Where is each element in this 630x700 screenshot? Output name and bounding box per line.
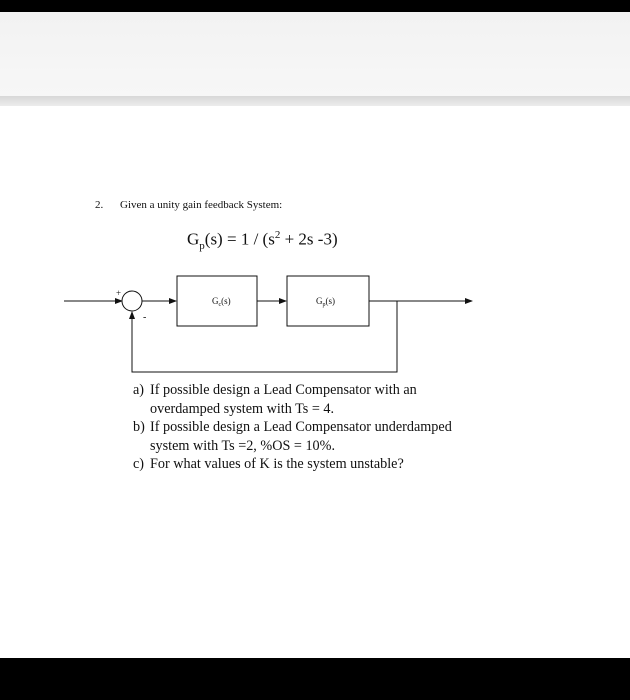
question-number: 2. [95,199,104,211]
question-part-b [133,418,452,455]
equation-rhs-exponent: 2 [274,229,281,241]
question-stem: Given a unity gain feedback System: [120,199,283,211]
summing-junction [122,291,142,311]
part-a-line-1: If possible design a Lead Compensator with an [150,382,417,398]
equation-rhs-suffix: + 2s -3) [280,229,338,249]
plant-arg: (s) [325,296,335,306]
plant-subscript: p [322,302,326,308]
plant-symbol: G [316,296,323,306]
controller-subscript: c [218,302,222,308]
part-b-line-1: If possible design a Lead Compensator underdamped [150,419,452,436]
controller-arg: (s) [221,296,231,306]
question-parts-list [133,381,452,474]
part-b-label: b) [133,419,145,436]
equation-lhs-subscript: p [199,240,205,253]
summing-minus-sign: - [143,312,147,323]
part-c-label: c) [133,456,145,473]
part-b-line-2: system with Ts =2, %OS = 10%. [150,437,336,454]
equation-rhs-prefix: = 1 / (s [222,229,275,249]
part-c-line-1: For what values of K is the system unstable? [150,456,404,473]
equation-lhs-arg: (s) [204,229,223,249]
question-part-a [133,381,452,418]
equation-lhs-symbol: G [187,229,200,249]
question-part-c [133,455,452,474]
part-a-line-2: overdamped system with Ts = 4. [150,400,335,417]
summing-plus-sign: + [116,288,122,298]
part-a-label: a) [133,382,145,398]
controller-symbol: G [212,296,219,306]
